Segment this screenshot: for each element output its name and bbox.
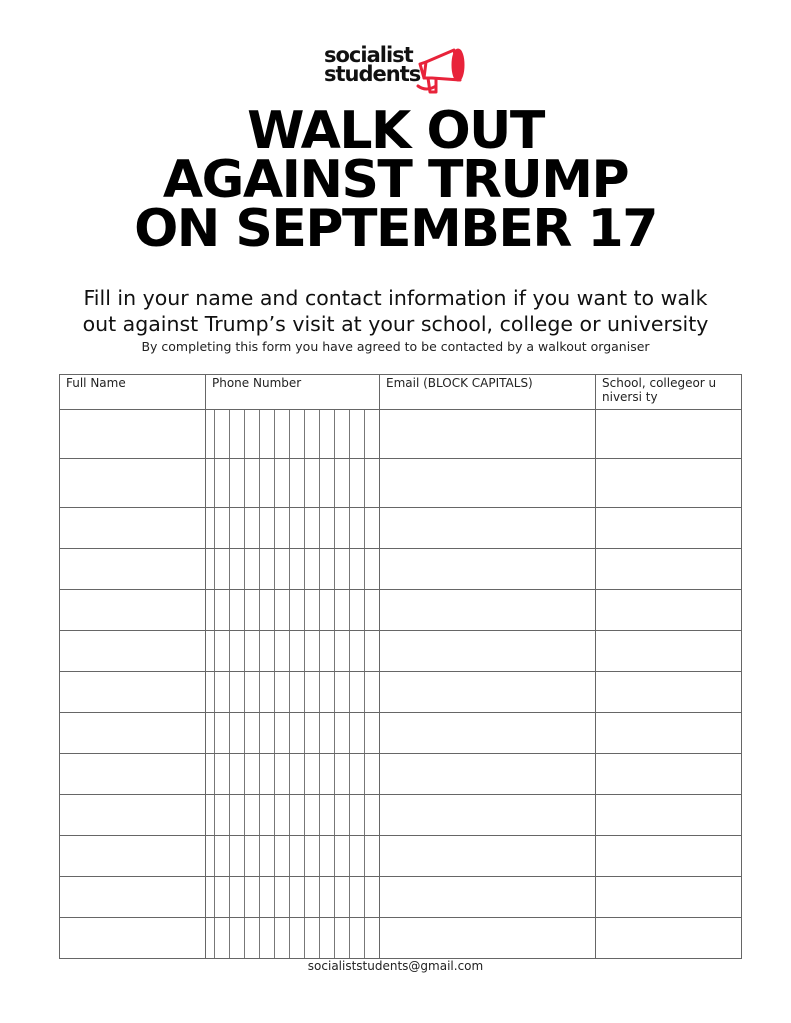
phone-digit-boxes (206, 459, 379, 507)
name-cell[interactable] (60, 631, 206, 672)
phone-digit-box[interactable] (349, 410, 364, 458)
phone-digit-box[interactable] (319, 631, 334, 671)
phone-digit-box[interactable] (244, 631, 259, 671)
email-cell[interactable] (380, 836, 596, 877)
phone-digit-box[interactable] (289, 549, 304, 589)
phone-digit-box[interactable] (229, 877, 244, 917)
phone-digit-box[interactable] (364, 590, 379, 630)
phone-digit-box[interactable] (274, 590, 289, 630)
phone-digit-box[interactable] (259, 631, 274, 671)
phone-digit-box[interactable] (244, 877, 259, 917)
phone-digit-box[interactable] (244, 459, 259, 507)
phone-digit-box[interactable] (244, 754, 259, 794)
phone-digit-boxes (206, 631, 379, 671)
phone-digit-box[interactable] (304, 590, 319, 630)
phone-digit-box[interactable] (289, 754, 304, 794)
phone-cell[interactable] (206, 410, 380, 459)
phone-digit-box[interactable] (304, 672, 319, 712)
footer-email: socialiststudents@gmail.com (307, 959, 484, 973)
signup-table (59, 374, 742, 959)
name-cell[interactable] (60, 918, 206, 959)
phone-digit-box[interactable] (334, 877, 349, 917)
phone-digit-box[interactable] (364, 918, 379, 958)
email-cell[interactable] (380, 410, 596, 459)
email-cell[interactable] (380, 549, 596, 590)
phone-digit-box[interactable] (259, 918, 274, 958)
phone-digit-box[interactable] (214, 795, 229, 835)
phone-digit-box[interactable] (319, 410, 334, 458)
phone-digit-boxes (206, 713, 379, 753)
phone-digit-box[interactable] (349, 631, 364, 671)
phone-digit-box[interactable] (229, 918, 244, 958)
phone-digit-box[interactable] (214, 410, 229, 458)
phone-digit-box[interactable] (334, 549, 349, 589)
phone-digit-box[interactable] (364, 713, 379, 753)
phone-digit-box[interactable] (274, 713, 289, 753)
school-cell[interactable] (596, 836, 742, 877)
phone-digit-boxes (206, 410, 379, 458)
phone-digit-box[interactable] (334, 836, 349, 876)
email-cell[interactable] (380, 877, 596, 918)
phone-digit-box[interactable] (334, 672, 349, 712)
phone-digit-box[interactable] (214, 918, 229, 958)
phone-digit-box[interactable] (304, 631, 319, 671)
phone-digit-box[interactable] (319, 459, 334, 507)
school-cell[interactable] (596, 877, 742, 918)
phone-digit-box[interactable] (229, 795, 244, 835)
header-phone-number: Phone Number (206, 375, 380, 410)
phone-digit-box[interactable] (364, 672, 379, 712)
school-cell[interactable] (596, 549, 742, 590)
phone-digit-box[interactable] (244, 713, 259, 753)
phone-digit-box[interactable] (319, 836, 334, 876)
school-cell[interactable] (596, 631, 742, 672)
phone-digit-box[interactable] (334, 754, 349, 794)
phone-digit-box[interactable] (244, 410, 259, 458)
intro-line-2: out against Trump’s visit at your school, college or university (82, 312, 709, 336)
phone-digit-box[interactable] (289, 918, 304, 958)
phone-digit-box[interactable] (229, 549, 244, 589)
phone-digit-box[interactable] (244, 836, 259, 876)
table-body (60, 410, 742, 959)
table-row (60, 410, 742, 459)
school-cell[interactable] (596, 795, 742, 836)
phone-cell[interactable] (206, 754, 380, 795)
phone-cell[interactable] (206, 877, 380, 918)
phone-digit-box[interactable] (304, 549, 319, 589)
table-row (60, 795, 742, 836)
phone-digit-box[interactable] (364, 508, 379, 548)
phone-digit-box[interactable] (334, 459, 349, 507)
phone-digit-box[interactable] (274, 795, 289, 835)
table-row (60, 672, 742, 713)
phone-digit-box[interactable] (304, 918, 319, 958)
email-cell[interactable] (380, 795, 596, 836)
phone-digit-box[interactable] (349, 918, 364, 958)
phone-digit-box[interactable] (214, 590, 229, 630)
phone-digit-box[interactable] (319, 877, 334, 917)
phone-digit-box[interactable] (319, 549, 334, 589)
phone-digit-box[interactable] (364, 631, 379, 671)
name-cell[interactable] (60, 590, 206, 631)
phone-digit-box[interactable] (244, 549, 259, 589)
brand-line-1: socialist (324, 43, 413, 67)
name-cell[interactable] (60, 549, 206, 590)
table-header-row (60, 375, 742, 410)
school-cell[interactable] (596, 459, 742, 508)
phone-cell[interactable] (206, 713, 380, 754)
phone-digit-box[interactable] (289, 459, 304, 507)
phone-digit-box[interactable] (304, 754, 319, 794)
phone-digit-box[interactable] (244, 795, 259, 835)
school-cell[interactable] (596, 672, 742, 713)
phone-digit-box[interactable] (274, 549, 289, 589)
phone-digit-box[interactable] (229, 754, 244, 794)
phone-digit-box[interactable] (304, 836, 319, 876)
table-row (60, 508, 742, 549)
phone-digit-boxes (206, 836, 379, 876)
phone-digit-box[interactable] (274, 459, 289, 507)
name-cell[interactable] (60, 508, 206, 549)
phone-digit-box[interactable] (229, 508, 244, 548)
phone-digit-box[interactable] (274, 877, 289, 917)
phone-digit-box[interactable] (319, 713, 334, 753)
phone-digit-box[interactable] (319, 795, 334, 835)
phone-digit-box[interactable] (349, 836, 364, 876)
phone-digit-box[interactable] (304, 795, 319, 835)
phone-digit-box[interactable] (259, 459, 274, 507)
phone-digit-box[interactable] (304, 713, 319, 753)
phone-digit-box[interactable] (349, 877, 364, 917)
phone-digit-box[interactable] (289, 672, 304, 712)
phone-digit-box[interactable] (259, 754, 274, 794)
consent-note: By completing this form you have agreed to be contacted by a walkout organiser (141, 339, 650, 354)
phone-digit-box[interactable] (274, 631, 289, 671)
phone-digit-box[interactable] (289, 590, 304, 630)
phone-digit-box[interactable] (334, 795, 349, 835)
phone-digit-box[interactable] (214, 549, 229, 589)
phone-digit-box[interactable] (229, 459, 244, 507)
phone-digit-box[interactable] (349, 459, 364, 507)
table-row (60, 459, 742, 508)
phone-digit-box[interactable] (244, 672, 259, 712)
phone-digit-box[interactable] (349, 590, 364, 630)
email-cell[interactable] (380, 459, 596, 508)
phone-digit-box[interactable] (334, 508, 349, 548)
phone-digit-box[interactable] (334, 918, 349, 958)
phone-digit-box[interactable] (364, 877, 379, 917)
phone-digit-box[interactable] (334, 590, 349, 630)
phone-digit-box[interactable] (289, 410, 304, 458)
phone-digit-box[interactable] (304, 410, 319, 458)
phone-digit-boxes (206, 877, 379, 917)
phone-digit-box[interactable] (244, 508, 259, 548)
email-cell[interactable] (380, 631, 596, 672)
phone-digit-box[interactable] (214, 459, 229, 507)
brand-line-2: students (324, 62, 421, 86)
phone-cell[interactable] (206, 508, 380, 549)
phone-digit-box[interactable] (289, 713, 304, 753)
phone-digit-box[interactable] (349, 795, 364, 835)
phone-digit-boxes (206, 754, 379, 794)
school-cell[interactable] (596, 754, 742, 795)
phone-cell[interactable] (206, 836, 380, 877)
name-cell[interactable] (60, 754, 206, 795)
email-cell[interactable] (380, 713, 596, 754)
name-cell[interactable] (60, 410, 206, 459)
email-cell[interactable] (380, 754, 596, 795)
phone-digit-box[interactable] (304, 508, 319, 548)
phone-digit-boxes (206, 508, 379, 548)
phone-digit-box[interactable] (214, 713, 229, 753)
phone-cell[interactable] (206, 631, 380, 672)
email-cell[interactable] (380, 590, 596, 631)
phone-digit-box[interactable] (214, 508, 229, 548)
phone-digit-box[interactable] (229, 410, 244, 458)
phone-digit-box[interactable] (244, 918, 259, 958)
phone-digit-boxes (206, 795, 379, 835)
phone-digit-box[interactable] (289, 877, 304, 917)
phone-cell[interactable] (206, 549, 380, 590)
megaphone-icon (414, 40, 474, 100)
phone-digit-box[interactable] (229, 672, 244, 712)
phone-digit-boxes (206, 918, 379, 958)
phone-digit-boxes (206, 590, 379, 630)
phone-digit-box[interactable] (259, 590, 274, 630)
phone-digit-box[interactable] (214, 877, 229, 917)
phone-digit-box[interactable] (259, 410, 274, 458)
phone-digit-box[interactable] (274, 672, 289, 712)
phone-cell[interactable] (206, 590, 380, 631)
email-cell[interactable] (380, 672, 596, 713)
school-cell[interactable] (596, 713, 742, 754)
table-row (60, 631, 742, 672)
name-cell[interactable] (60, 795, 206, 836)
phone-digit-box[interactable] (229, 713, 244, 753)
table-row (60, 713, 742, 754)
phone-digit-box[interactable] (364, 836, 379, 876)
phone-digit-box[interactable] (259, 877, 274, 917)
phone-digit-box[interactable] (259, 836, 274, 876)
phone-digit-boxes (206, 672, 379, 712)
header-school: School, collegeor u niversi ty (596, 375, 742, 410)
headline-line-3: ON SEPTEMBER 17 (134, 199, 657, 259)
school-cell[interactable] (596, 508, 742, 549)
headline-line-2: AGAINST TRUMP (162, 150, 629, 210)
phone-digit-box[interactable] (349, 713, 364, 753)
phone-digit-box[interactable] (229, 631, 244, 671)
phone-digit-box[interactable] (334, 713, 349, 753)
header-full-name: Full Name (60, 375, 206, 410)
phone-digit-box[interactable] (229, 836, 244, 876)
phone-digit-box[interactable] (274, 410, 289, 458)
phone-digit-box[interactable] (229, 590, 244, 630)
phone-digit-box[interactable] (304, 459, 319, 507)
phone-cell[interactable] (206, 918, 380, 959)
phone-digit-box[interactable] (214, 672, 229, 712)
phone-digit-box[interactable] (259, 795, 274, 835)
table-row (60, 590, 742, 631)
school-cell[interactable] (596, 918, 742, 959)
phone-digit-box[interactable] (244, 590, 259, 630)
headline (0, 101, 791, 259)
phone-digit-box[interactable] (259, 549, 274, 589)
name-cell[interactable] (60, 459, 206, 508)
phone-digit-boxes (206, 549, 379, 589)
header-email: Email (BLOCK CAPITALS) (380, 375, 596, 410)
phone-digit-box[interactable] (364, 795, 379, 835)
phone-digit-box[interactable] (259, 672, 274, 712)
phone-digit-box[interactable] (364, 459, 379, 507)
name-cell[interactable] (60, 672, 206, 713)
intro-text (0, 285, 791, 337)
phone-digit-box[interactable] (334, 410, 349, 458)
school-cell[interactable] (596, 410, 742, 459)
school-cell[interactable] (596, 590, 742, 631)
table-row (60, 754, 742, 795)
phone-digit-box[interactable] (364, 754, 379, 794)
phone-digit-box[interactable] (349, 754, 364, 794)
phone-digit-box[interactable] (274, 754, 289, 794)
name-cell[interactable] (60, 877, 206, 918)
phone-digit-box[interactable] (319, 754, 334, 794)
phone-digit-box[interactable] (214, 836, 229, 876)
table-row (60, 877, 742, 918)
phone-digit-box[interactable] (319, 590, 334, 630)
phone-digit-box[interactable] (289, 631, 304, 671)
phone-cell[interactable] (206, 459, 380, 508)
table-row (60, 836, 742, 877)
phone-digit-box[interactable] (274, 508, 289, 548)
email-cell[interactable] (380, 508, 596, 549)
phone-digit-box[interactable] (319, 672, 334, 712)
phone-digit-box[interactable] (364, 410, 379, 458)
headline-line-1: WALK OUT (247, 101, 544, 161)
table-row (60, 918, 742, 959)
phone-digit-box[interactable] (289, 836, 304, 876)
phone-digit-box[interactable] (259, 713, 274, 753)
phone-digit-box[interactable] (289, 795, 304, 835)
table-row (60, 549, 742, 590)
phone-digit-box[interactable] (214, 754, 229, 794)
phone-digit-box[interactable] (304, 877, 319, 917)
phone-digit-box[interactable] (319, 918, 334, 958)
phone-digit-box[interactable] (334, 631, 349, 671)
email-cell[interactable] (380, 918, 596, 959)
phone-cell[interactable] (206, 672, 380, 713)
phone-digit-box[interactable] (364, 549, 379, 589)
phone-digit-box[interactable] (349, 672, 364, 712)
phone-digit-box[interactable] (214, 631, 229, 671)
phone-digit-box[interactable] (349, 508, 364, 548)
phone-digit-box[interactable] (274, 918, 289, 958)
name-cell[interactable] (60, 713, 206, 754)
phone-cell[interactable] (206, 795, 380, 836)
phone-digit-box[interactable] (319, 508, 334, 548)
phone-digit-box[interactable] (274, 836, 289, 876)
name-cell[interactable] (60, 836, 206, 877)
phone-digit-box[interactable] (289, 508, 304, 548)
phone-digit-box[interactable] (349, 549, 364, 589)
brand-logo (322, 40, 482, 100)
brand-wordmark (324, 43, 421, 86)
phone-digit-box[interactable] (259, 508, 274, 548)
intro-line-1: Fill in your name and contact information if you want to walk (83, 286, 708, 310)
